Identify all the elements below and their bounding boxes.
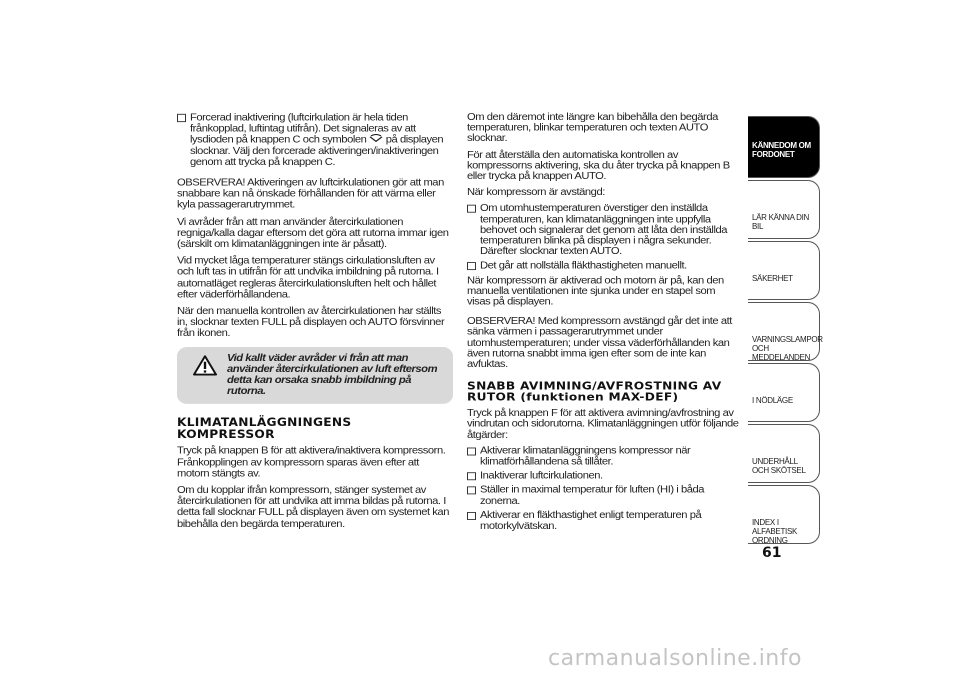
paragraph-r1: Om den däremot inte längre kan bibehålla den begärda temperaturen, blinkar temperaturen och texten AUTO slocknar. [467,112,718,145]
paragraph-r4: När kompressorn är aktiverad och motorn är på, kan den manuella ventilationen inte sjunka under en stapel som visas på displayen. [467,275,724,308]
left-column [177,112,453,535]
page-number: 61 [762,545,782,561]
paragraph-4: När den manuella kontrollen av återcirkulationen har ställts in, slocknar texten FULL på displayen och AUTO försvinner från ikonen. [177,305,445,340]
paragraph-6: Om du kopplar ifrån kompressorn, stänger systemet av återcirkulationen för att undvika att imma bildas på rutorna. I detta fall slocknar FULL på displayen även om systemet kan bibehålla den begärda temperaturen. [177,484,449,530]
bullet-item: Det går att nollställa fläkthastigheten manuellt. [467,261,739,272]
warning-triangle-icon [193,355,217,375]
bullet-text-part2: på displayen slocknar. Välj den forcerade aktiveringen/inaktiveringen genom att trycka på knappen C. [190,134,444,168]
bullet-text-part1: Forcerad inaktivering (luftcirkulation är hela tiden frånkopplad, luftintag utifrån). Det signaleras av att lysdioden på knappen C och symbolen [190,112,416,146]
bullet-box-icon [467,447,476,455]
right-column [467,112,739,535]
tab-index[interactable]: INDEX I ALFABETISK ORDNING [748,485,820,544]
warning-text: Vid kallt väder avråder vi från att man använder återcirkulationen av luft eftersom detta kan orsaka snabb imbildning på rutorna. [227,352,438,397]
tab-kannedom-om-fordonet[interactable]: KÄNNEDOM OM FORDONET [748,116,820,178]
bullet-box-icon [467,512,476,520]
paragraph-r3: När kompressorn är avstängd: [467,187,605,198]
section-heading-max-def: SNABB AVIMNING/AVFROSTNING AV RUTOR (funktionen MAX-DEF) [467,379,722,404]
note-paragraph-1: OBSERVERA! Aktiveringen av luftcirkulationen gör att man snabbare kan nå önskade förhållanden för att värma eller kyla passagerarutrymmet. [177,177,444,211]
bullet-item: Om utomhustemperaturen överstiger den inställda temperaturen, kan klimatanläggningen inte uppfylla behovet och signalerar det genom att låta den inställda temperaturen blinka på displayen i några sekunder. Därefter slocknar texten AUTO. [467,203,739,257]
bullet-item: Inaktiverar luftcirkulationen. [467,471,739,482]
bullet-item: Ställer in maximal temperatur för luften (HI) i båda zonerna. [467,485,739,507]
tab-sakerhet[interactable]: SÄKERHET [748,241,820,300]
bullet-box-icon [467,473,476,481]
tab-i-nodlage[interactable]: I NÖDLÄGE [748,363,820,422]
bullet-box-icon [177,114,186,122]
watermark: carmanualsonline.info [548,646,802,671]
tab-lar-kanna-din-bil[interactable]: LÄR KÄNNA DIN BIL [748,180,820,239]
paragraph-r6: Tryck på knappen F för att aktivera avimning/avfrostning av vindrutan och sidorutorna. Klimatanläggningen utför följande åtgärder: [467,408,739,441]
bullet-item: Aktiverar en fläkthastighet enligt temperaturen på motorkylvätskan. [467,510,739,532]
paragraph-r2: För att återställa den automatiska kontrollen av kompressorns aktivering, ska du åter trycka på knappen B eller trycka på knappen AUTO. [467,149,730,182]
bullet-box-icon [467,262,476,270]
paragraph-3: Vid mycket låga temperaturer stängs cirkulationsluften av och luft tas in utifrån för att undvika imbildning på rutorna. I automatläget regleras återcirkulationsluften helt och hållet efter väderförhållandena. [177,255,439,301]
bullet-item: Aktiverar klimatanläggningens kompressor när klimatförhållandena så tillåter. [467,446,739,468]
bullet-forced-deactivation [177,112,453,168]
air-recirculation-icon [369,134,383,143]
bullet-box-icon [467,487,476,495]
chapter-tabs [748,116,823,546]
note-paragraph-r5: OBSERVERA! Med kompressorn avstängd går det inte att sänka värmen i passagerarutrymmet under utomhustemperaturen; under vissa väderförhållanden kan även rutorna snabbt imma igen efter som de inte kan avfuktas. [467,316,732,370]
tab-varningslampor[interactable]: VARNINGSLAMPOR OCH MEDDELANDEN [748,302,820,361]
paragraph-5: Tryck på knappen B för att aktivera/inaktivera kompressorn. Frånkopplingen av kompressorn sparas även efter att motorn stängts av. [177,445,446,480]
paragraph-2: Vi avråder från att man använder återcirkulationen regniga/kalla dagar eftersom det göra att rutorna immar igen (särskilt om klimatanläggningen inte är påsatt). [177,216,449,250]
bullet-box-icon [467,205,476,213]
warning-box [177,347,453,405]
tab-underhall-och-skotsel[interactable]: UNDERHÅLL OCH SKÖTSEL [748,424,820,483]
section-heading-compressor: KLIMATANLÄGGNINGENS KOMPRESSOR [177,416,352,441]
